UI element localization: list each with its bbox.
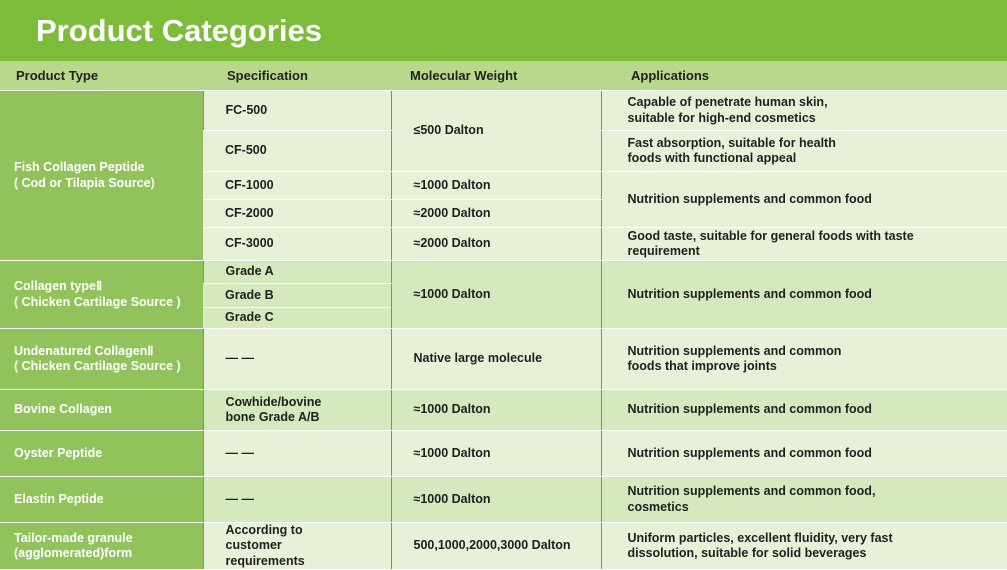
mw-undenatured: Native large molecule xyxy=(391,329,601,390)
spec-grade-a: Grade A xyxy=(203,261,391,284)
product-type-elastin-peptide: Elastin Peptide xyxy=(0,477,203,523)
app-line: Fast absorption, suitable for health xyxy=(627,135,836,150)
app-line: foods with functional appeal xyxy=(627,151,797,165)
mw-type2: ≈1000 Dalton xyxy=(391,261,601,329)
table-row xyxy=(0,329,1007,390)
spec-cf500: CF-500 xyxy=(203,131,391,172)
mw-tailor: 500,1000,2000,3000 Dalton xyxy=(391,523,601,570)
spec-grade-b: Grade B xyxy=(203,284,391,308)
spec-tailor xyxy=(203,523,391,570)
spec-line: requirements xyxy=(225,553,305,568)
product-source: ( Chicken Cartilage Source ) xyxy=(14,294,181,309)
app-line: cosmetics xyxy=(627,499,689,514)
app-fc500 xyxy=(601,91,1007,131)
product-type-collagen-type2 xyxy=(0,261,203,329)
app-line: suitable for high-end cosmetics xyxy=(627,110,816,125)
table-row xyxy=(0,261,1007,284)
page-title: Product Categories xyxy=(36,13,322,48)
app-type2: Nutrition supplements and common food xyxy=(601,261,1007,329)
mw-oyster: ≈1000 Dalton xyxy=(391,431,601,477)
spec-bovine xyxy=(203,390,391,431)
table-row xyxy=(0,431,1007,477)
mw-bovine: ≈1000 Dalton xyxy=(391,390,601,431)
spec-grade-c: Grade C xyxy=(203,308,391,329)
product-name: Fish Collagen Peptide xyxy=(14,160,145,175)
table-row xyxy=(0,390,1007,431)
app-line: Good taste, suitable for general foods with taste xyxy=(627,228,914,243)
spec-line: According to xyxy=(225,523,303,538)
product-type-oyster-peptide: Oyster Peptide xyxy=(0,431,203,477)
product-type-fish-collagen xyxy=(0,91,203,261)
table-header-row xyxy=(0,61,1007,90)
product-type-undenatured-collagen xyxy=(0,329,203,390)
spec-line: customer xyxy=(225,538,282,553)
spec-elastin: — — xyxy=(203,477,391,523)
spec-cf3000: CF-3000 xyxy=(203,228,391,261)
app-elastin xyxy=(601,477,1007,523)
product-source: ( Chicken Cartilage Source ) xyxy=(14,359,181,373)
app-bovine: Nutrition supplements and common food xyxy=(601,390,1007,431)
spec-cf1000: CF-1000 xyxy=(203,172,391,200)
spec-oyster: — — xyxy=(203,431,391,477)
spec-undenatured: — — xyxy=(203,329,391,390)
app-tailor xyxy=(601,523,1007,570)
spec-line: bone Grade A/B xyxy=(225,410,320,424)
mw-cf1000: ≈1000 Dalton xyxy=(391,172,601,200)
app-line: foods that improve joints xyxy=(627,359,777,373)
product-name: (agglomerated)form xyxy=(14,546,133,560)
app-line: Uniform particles, excellent fluidity, very fast xyxy=(627,530,893,545)
table-row xyxy=(0,523,1007,570)
product-name: Tailor-made granule xyxy=(14,530,133,545)
spec-line: Cowhide/bovine xyxy=(225,394,322,409)
app-line: Nutrition supplements and common food, xyxy=(627,484,876,499)
product-table xyxy=(0,90,1007,570)
mw-cf2000: ≈2000 Dalton xyxy=(391,200,601,228)
app-cf1000-cf2000: Nutrition supplements and common food xyxy=(601,172,1007,228)
mw-cf3000: ≈2000 Dalton xyxy=(391,228,601,261)
spec-fc500: FC-500 xyxy=(203,91,391,131)
header-molecular-weight: Molecular Weight xyxy=(410,68,518,83)
mw-fish-500: ≤500 Dalton xyxy=(391,91,601,172)
product-name: Collagen typeⅡ xyxy=(14,279,103,294)
app-oyster: Nutrition supplements and common food xyxy=(601,431,1007,477)
mw-elastin: ≈1000 Dalton xyxy=(391,477,601,523)
app-line: requirement xyxy=(627,244,700,258)
product-type-tailor-made-granule xyxy=(0,523,203,570)
product-type-bovine-collagen: Bovine Collagen xyxy=(0,390,203,431)
app-cf3000 xyxy=(601,228,1007,261)
product-source: ( Cod or Tilapia Source) xyxy=(14,175,155,190)
spec-cf2000: CF-2000 xyxy=(203,200,391,228)
title-banner xyxy=(0,0,1007,61)
app-cf500 xyxy=(601,131,1007,172)
header-applications: Applications xyxy=(631,68,710,83)
header-product-type: Product Type xyxy=(16,68,99,83)
header-specification: Specification xyxy=(227,68,308,83)
table-row xyxy=(0,477,1007,523)
app-line: Capable of penetrate human skin, xyxy=(627,95,828,110)
app-undenatured xyxy=(601,329,1007,390)
app-line: dissolution, suitable for solid beverages xyxy=(627,546,867,560)
app-line: Nutrition supplements and common xyxy=(627,343,842,358)
product-name: Undenatured CollagenⅡ xyxy=(14,343,154,358)
table-row xyxy=(0,91,1007,131)
